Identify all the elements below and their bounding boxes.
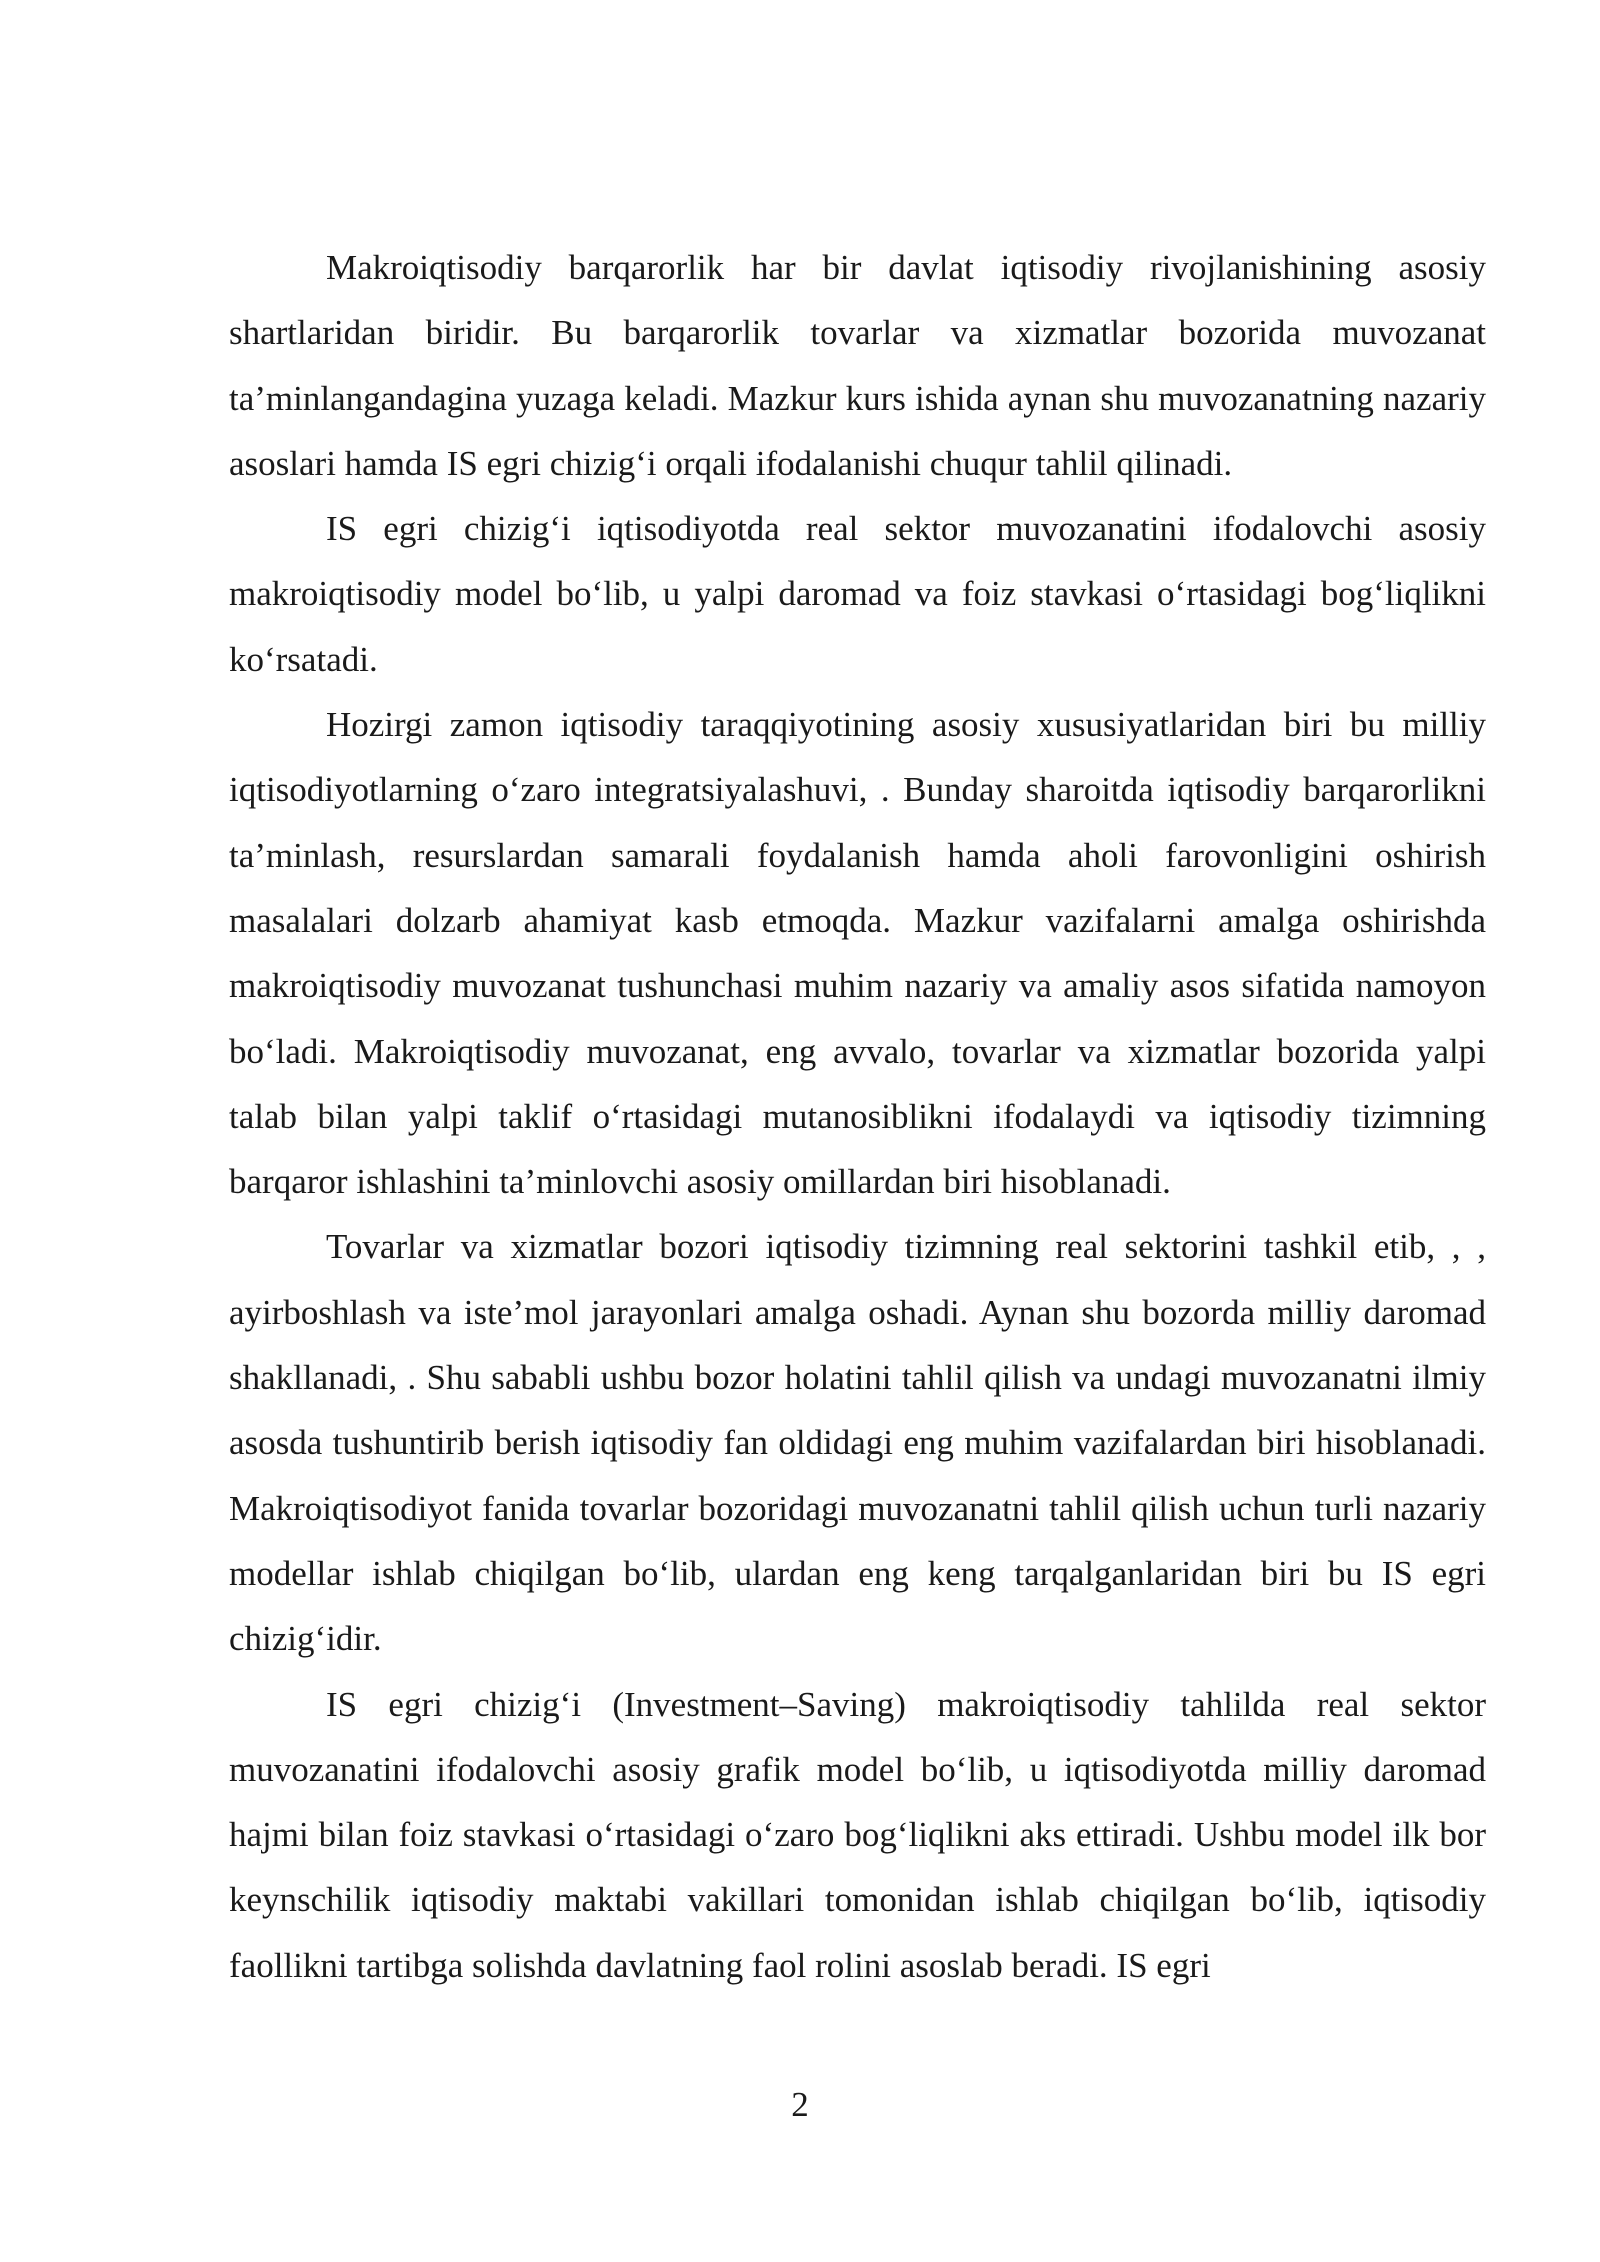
paragraph-5: IS egri chizig‘i (Investment–Saving) makroiqtisodiy tahlilda real sektor muvozanatini ifodalovchi asosiy grafik model bo‘lib, u iqtisodiyotda milliy daromad hajmi bilan foiz stavkasi o‘rtasidagi o‘zaro bog‘liqlikni aks ettiradi. Ushbu model ilk bor keynschilik iqtisodiy maktabi vakillari tomonidan ishlab chiqilgan bo‘lib, iqtisodiy faollikni tartibga solishda davlatning faol rolini asoslab beradi. IS egri (229, 1684, 1486, 1985)
paragraph-1: Makroiqtisodiy barqarorlik har bir davlat iqtisodiy rivojlanishining asosiy shartlaridan biridir. Bu barqarorlik tovarlar va xizmatlar bozorida muvozanat ta’minlangandagina yuzaga keladi. Mazkur kurs ishida aynan shu muvozanatning nazariy asoslari hamda IS egri chizig‘i orqali ifodalanishi chuqur tahlil qilinadi. (229, 248, 1486, 483)
paragraph-2: IS egri chizig‘i iqtisodiyotda real sektor muvozanatini ifodalovchi asosiy makroiqtisodiy model bo‘lib, u yalpi daromad va foiz stavkasi o‘rtasidagi bog‘liqlikni ko‘rsatadi. (229, 509, 1486, 679)
paragraph-4: Tovarlar va xizmatlar bozori iqtisodiy tizimning real sektorini tashkil etib, , , ayirboshlash va iste’mol jarayonlari amalga oshadi. Aynan shu bozorda milliy daromad shakllanadi, . Shu sababli ushbu bozor holatini tahlil qilish va undagi muvozanatni ilmiy asosda tushuntirib berish iqtisodiy fan oldidagi eng muhim vazifalardan biri hisoblanadi. Makroiqtisodiyot fanida tovarlar bozoridagi muvozanatni tahlil qilish uchun turli nazariy modellar ishlab chiqilgan bo‘lib, ulardan eng keng tarqalganlaridan biri bu IS egri chizig‘idir. (229, 1227, 1486, 1659)
paragraph-3: Hozirgi zamon iqtisodiy taraqqiyotining asosiy xususiyatlaridan biri bu milliy iqtisodiyotlarning o‘zaro integratsiyalashuvi, . Bunday sharoitda iqtisodiy barqarorlikni ta’minlash, resurslardan samarali foydalanish hamda aholi farovonligini oshirish masalalari dolzarb ahamiyat kasb etmoqda. Mazkur vazifalarni amalga oshirishda makroiqtisodiy muvozanat tushunchasi muhim nazariy va amaliy asos sifatida namoyon bo‘ladi. Makroiqtisodiy muvozanat, eng avvalo, tovarlar va xizmatlar bozorida yalpi talab bilan yalpi taklif o‘rtasidagi mutanosiblikni ifodalaydi va iqtisodiy tizimning barqaror ishlashini ta’minlovchi asosiy omillardan biri hisoblanadi. (229, 705, 1486, 1202)
page-number: 2 (791, 2085, 809, 2124)
body-text (229, 235, 1486, 1998)
